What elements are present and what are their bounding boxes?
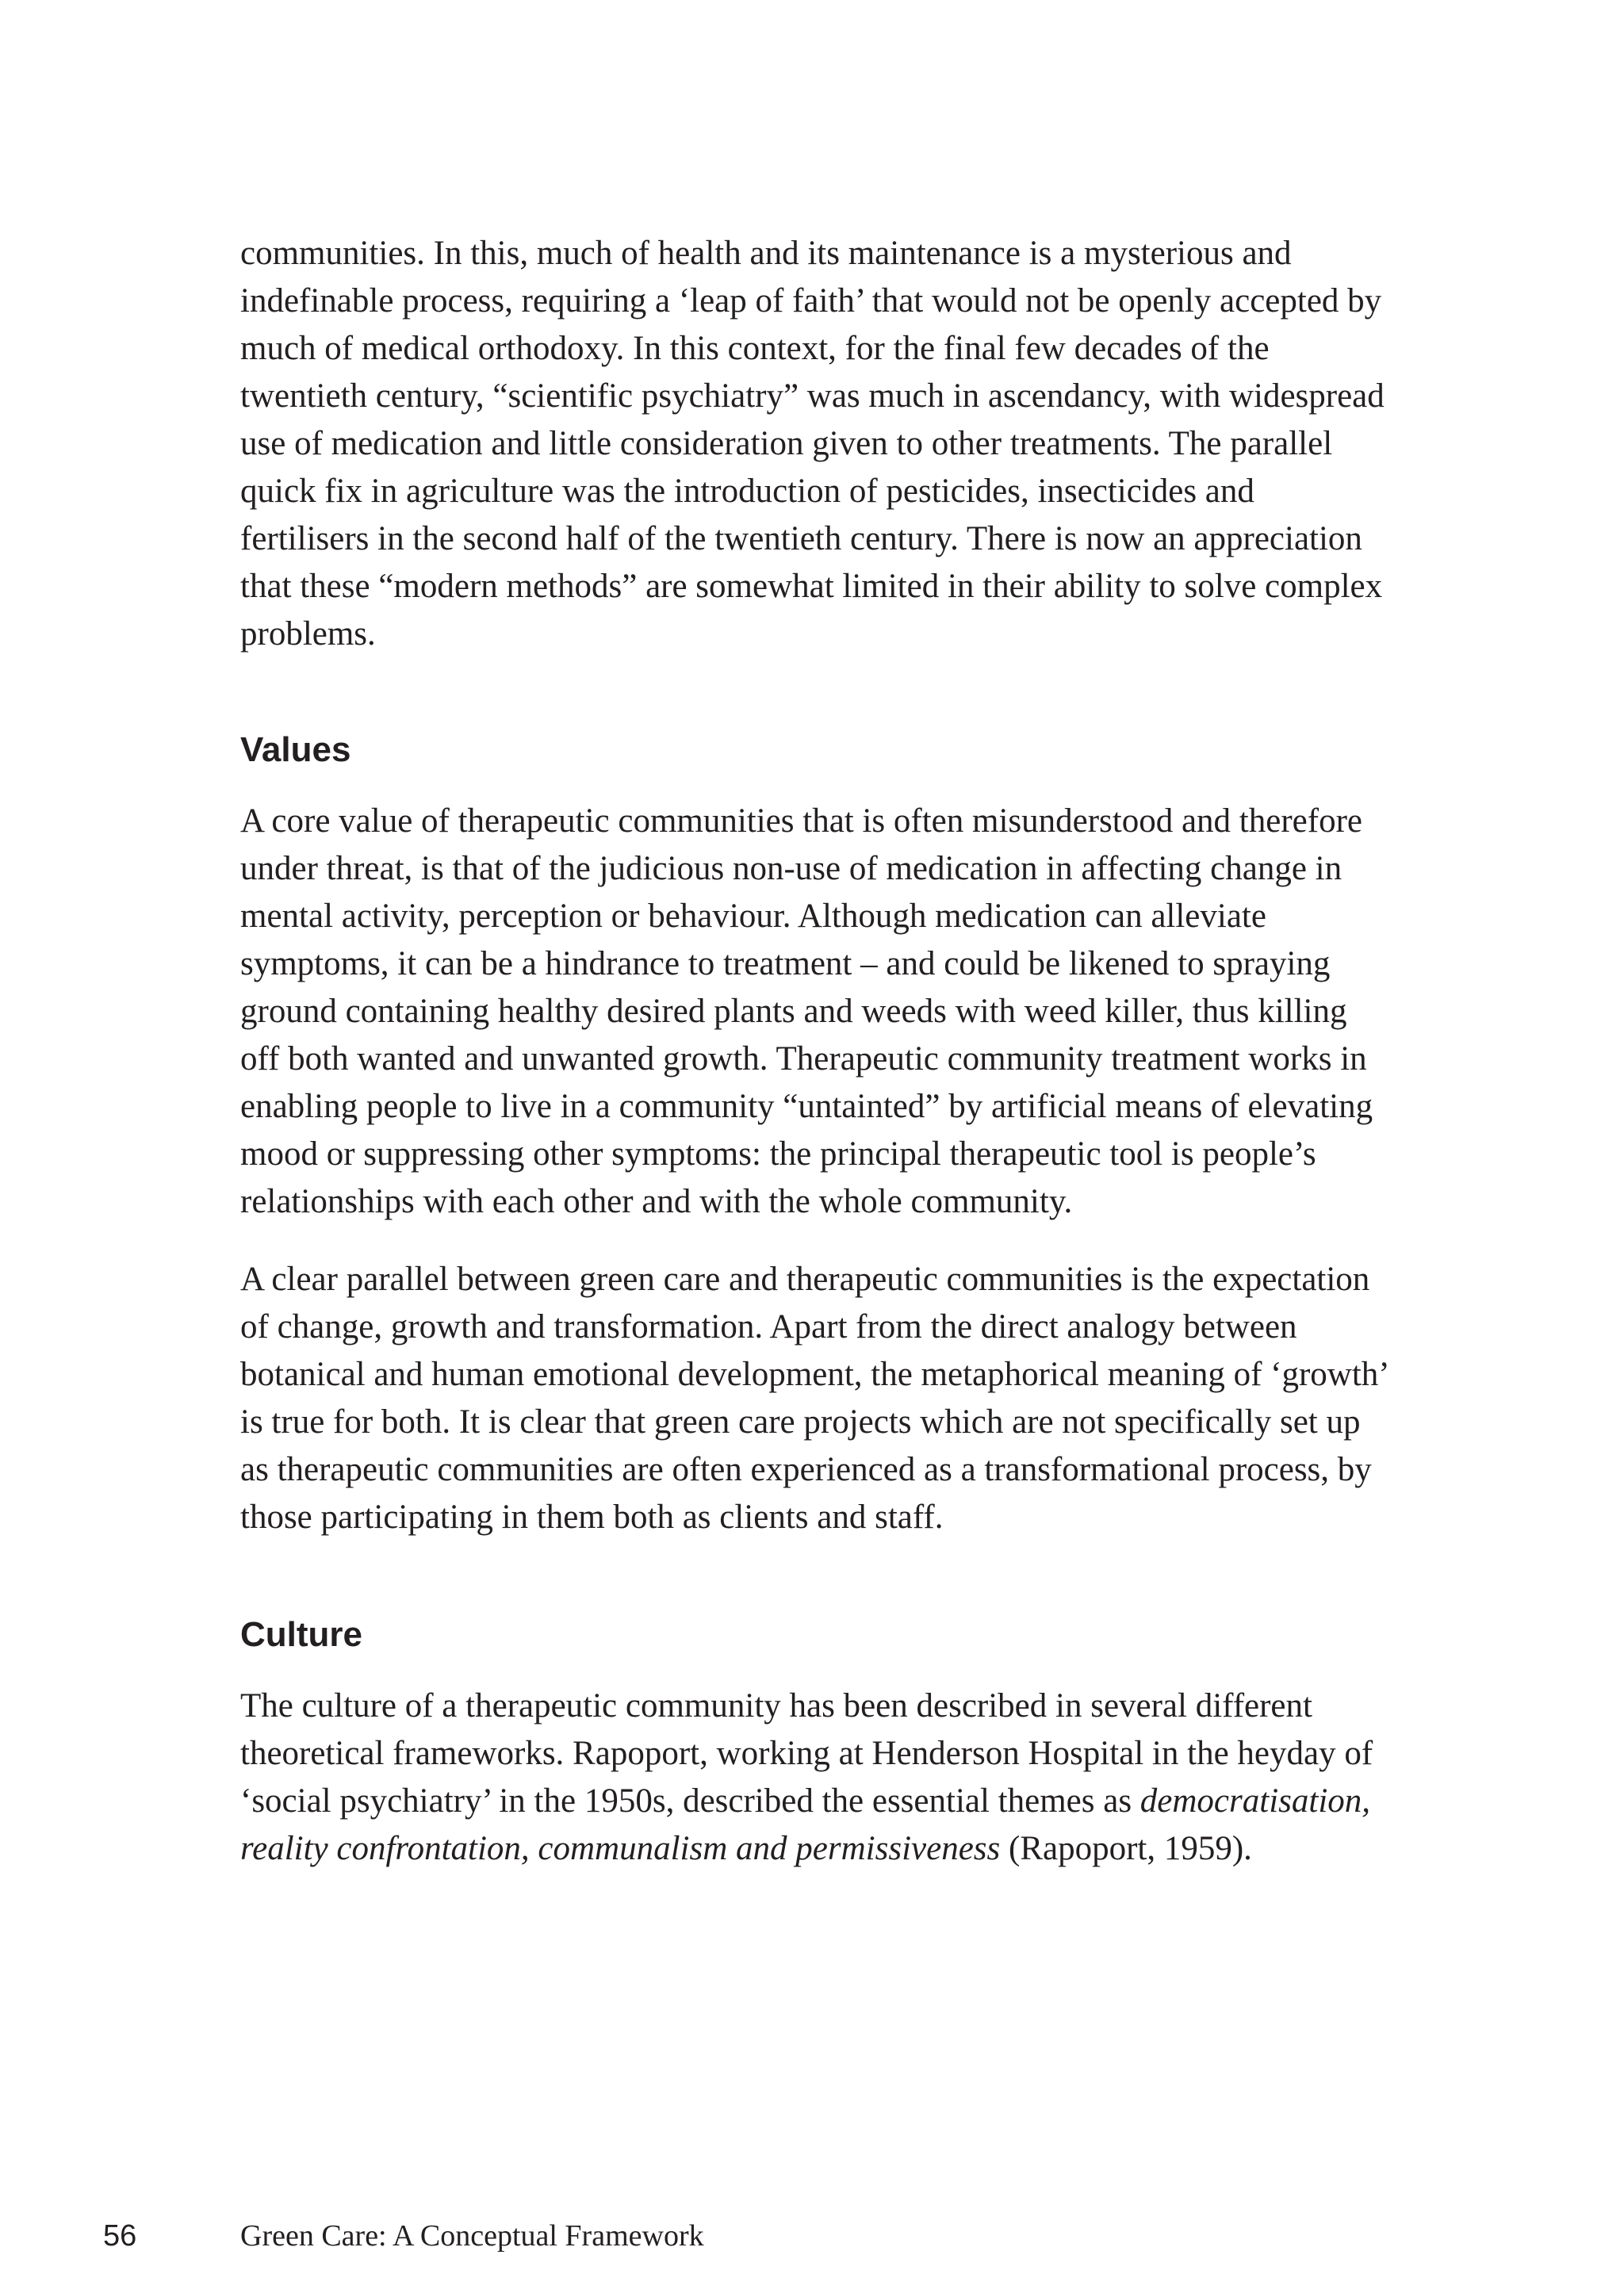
section-heading-culture: Culture — [240, 1615, 362, 1654]
page-body — [240, 230, 1390, 1873]
intro-paragraph: communities. In this, much of health and its maintenance is a mysterious and indefinable process, requiring a ‘leap of faith’ that would not be openly accepted by much of medical orthodoxy. In this context, for the final few decades of the twentieth century, “scientific psychiatry” was much in ascendancy, with widespread use of medication and little consideration given to other treatments. The parallel quick fix in agriculture was the introduction of pesticides, insecticides and fertilisers in the second half of the twentieth century. There is now an appreciation that these “modern methods” are somewhat limited in their ability to solve complex problems. — [240, 235, 1385, 653]
culture-paragraph-citation: (Rapoport, 1959). — [1000, 1830, 1252, 1867]
section-heading-values: Values — [240, 730, 351, 769]
culture-paragraph — [240, 1682, 1390, 1873]
culture-paragraph-italic-themes: democratisation, reality confrontation, communalism and permissiveness — [240, 1782, 1371, 1867]
page-footer — [0, 2214, 1624, 2261]
values-paragraph-1: A core value of therapeutic communities that is often misunderstood and therefore under threat, is that of the judicious non-use of medication in affecting change in mental activity, perception or behaviour. Although medication can alleviate symptoms, it can be a hindrance to treatment – and could be likened to spraying ground containing healthy desired plants and weeds with weed killer, thus killing off both wanted and unwanted growth. Therapeutic community treatment works in enabling people to live in a community “untainted” by artificial means of elevating mood or suppressing other symptoms: the principal therapeutic tool is people’s relationships with each other and with the whole community. — [240, 802, 1373, 1220]
running-title: Green Care: A Conceptual Framework — [240, 2219, 704, 2253]
page-number: 56 — [103, 2219, 137, 2253]
culture-paragraph-lead: The culture of a therapeutic community has been described in several different theoretical frameworks. Rapoport, working at Henderson Hospital in the heyday of ‘social psychiatry’ in the 1950s, described the essential themes as — [240, 1687, 1373, 1820]
values-paragraph-2: A clear parallel between green care and therapeutic communities is the expectation of change, growth and transformation. Apart from the direct analogy between botanical and human emotional development, the metaphorical meaning of ‘growth’ is true for both. It is clear that green care projects which are not specifically set up as therapeutic communities are often experienced as a transformational process, by those participating in them both as clients and staff. — [240, 1261, 1388, 1536]
